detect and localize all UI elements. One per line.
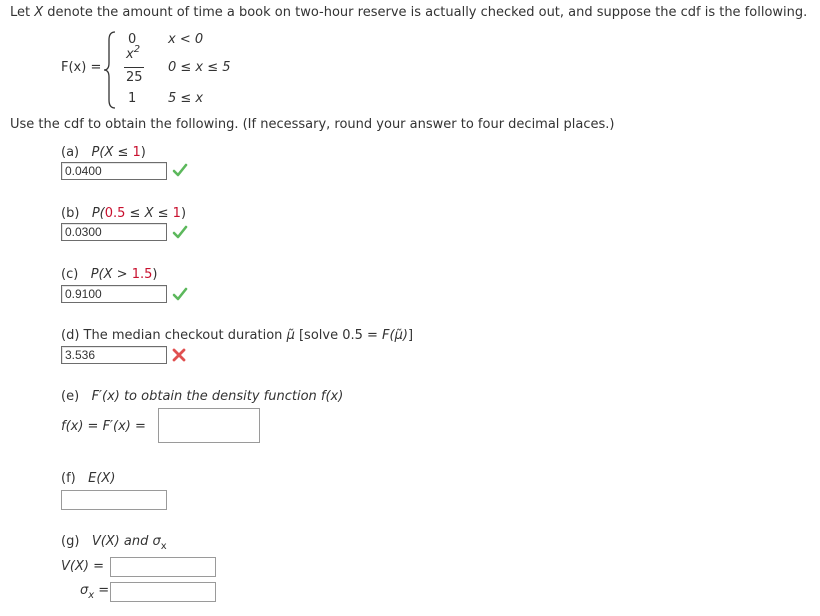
incorrect-x-icon (172, 348, 186, 362)
part-e-prompt: (e) F′(x) to obtain the density function f(x) (61, 389, 344, 404)
part-g-variance-label: V(X) = (61, 559, 104, 574)
part-d-prompt: (d) The median checkout duration μ̃ [solve 0.5 = F(μ̃)] (61, 328, 414, 343)
correct-check-icon (172, 225, 188, 240)
case2-numerator: $x^2$ (126, 44, 141, 62)
part-c-prompt: (c) P(X > 1.5) (61, 267, 158, 282)
case2-denominator: 25 (126, 70, 143, 85)
part-g-sigma-label: $\sigma_x$ = (80, 583, 110, 601)
case3-condition: 5 ≤ x (168, 91, 204, 106)
part-f-prompt: (f) E(X) (61, 471, 116, 486)
case2-condition: 0 ≤ x ≤ 5 (168, 60, 231, 75)
case3-value: 1 (128, 91, 137, 106)
fraction-bar (124, 67, 144, 68)
correct-check-icon (172, 287, 188, 302)
case1-value: 0 (128, 32, 137, 47)
part-d-answer-input[interactable]: 3.536 (61, 346, 167, 364)
part-g-sigma-input[interactable] (110, 582, 216, 602)
part-e-answer-input[interactable] (158, 408, 260, 443)
part-c-answer-input[interactable]: 0.9100 (61, 285, 167, 303)
part-f-answer-input[interactable] (61, 490, 167, 510)
part-a-answer-input[interactable]: 0.0400 (61, 162, 167, 180)
instruction-text: Use the cdf to obtain the following. (If necessary, round your answer to four decimal places.) (10, 117, 615, 132)
part-b-prompt: (b) P(0.5 ≤ X ≤ 1) (61, 206, 187, 221)
case1-condition: x < 0 (168, 32, 204, 47)
left-brace-icon (103, 30, 117, 110)
part-a-prompt: (a) P(X ≤ 1) (61, 145, 146, 160)
intro-text: Let X denote the amount of time a book on two-hour reserve is actually checked out, and suppose the cdf is the following. (10, 5, 808, 20)
part-g-prompt: (g) V(X) and $\sigma_x$ (61, 534, 167, 552)
part-g-variance-input[interactable] (110, 557, 216, 577)
part-b-answer-input[interactable]: 0.0300 (61, 223, 167, 241)
correct-check-icon (172, 163, 188, 178)
cdf-lhs: F(x) = (61, 60, 102, 75)
part-e-equation-label: f(x) = F′(x) = (61, 419, 146, 434)
